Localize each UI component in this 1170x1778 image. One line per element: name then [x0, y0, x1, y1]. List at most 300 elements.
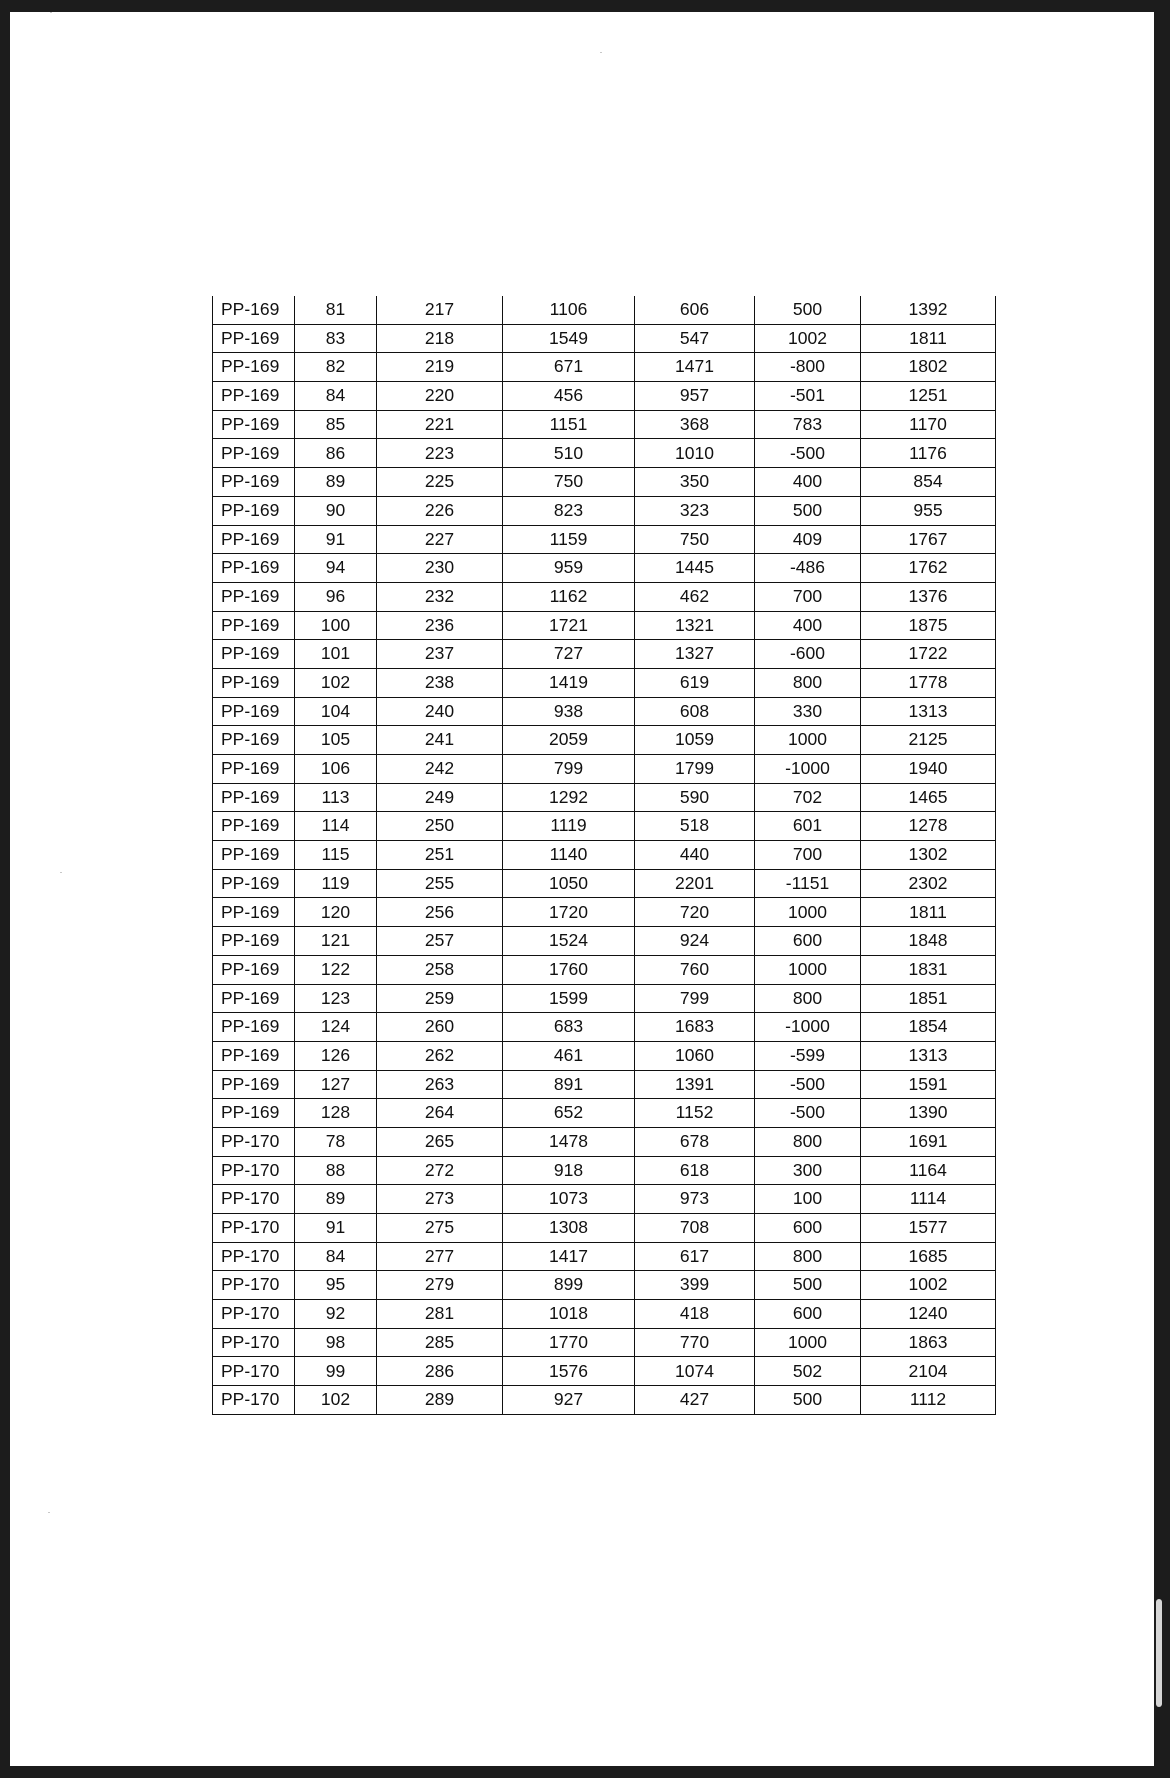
table-cell: 260 — [377, 1013, 503, 1042]
table-row — [213, 783, 996, 812]
table-cell: 1376 — [861, 582, 996, 611]
table-cell: 84 — [295, 1242, 377, 1271]
scan-speck — [48, 1512, 50, 1513]
table-cell: 1159 — [503, 525, 635, 554]
table-cell: 510 — [503, 439, 635, 468]
table-cell: 1308 — [503, 1214, 635, 1243]
table-row — [213, 382, 996, 411]
table-cell: 242 — [377, 755, 503, 784]
table-cell: 1799 — [635, 755, 755, 784]
table-cell: 330 — [755, 697, 861, 726]
table-cell: 750 — [635, 525, 755, 554]
table-cell: 95 — [295, 1271, 377, 1300]
table-row — [213, 1013, 996, 1042]
table-cell: 1251 — [861, 382, 996, 411]
table-cell: 727 — [503, 640, 635, 669]
table-cell: 114 — [295, 812, 377, 841]
table-cell: 285 — [377, 1328, 503, 1357]
table-row — [213, 611, 996, 640]
table-cell: 99 — [295, 1357, 377, 1386]
table-row — [213, 496, 996, 525]
table-row — [213, 898, 996, 927]
table-cell: PP-169 — [213, 554, 295, 583]
table-cell: 1722 — [861, 640, 996, 669]
table-body — [213, 296, 996, 1414]
table-cell: -500 — [755, 1099, 861, 1128]
table-cell: 418 — [635, 1300, 755, 1329]
table-cell: -800 — [755, 353, 861, 382]
table-cell: 113 — [295, 783, 377, 812]
table-cell: 1119 — [503, 812, 635, 841]
table-cell: 1465 — [861, 783, 996, 812]
table-cell: 1848 — [861, 927, 996, 956]
table-cell: 799 — [635, 984, 755, 1013]
table-cell: 750 — [503, 468, 635, 497]
table-cell: 100 — [755, 1185, 861, 1214]
scrollbar-thumb[interactable] — [1156, 1599, 1162, 1707]
table-cell: 440 — [635, 841, 755, 870]
table-cell: 800 — [755, 984, 861, 1013]
table-cell: 1851 — [861, 984, 996, 1013]
table-cell: 226 — [377, 496, 503, 525]
table-cell: 81 — [295, 296, 377, 324]
table-cell: 289 — [377, 1386, 503, 1415]
table-cell: PP-169 — [213, 1013, 295, 1042]
table-cell: 88 — [295, 1156, 377, 1185]
table-cell: 671 — [503, 353, 635, 382]
table-cell: 1391 — [635, 1070, 755, 1099]
table-row — [213, 841, 996, 870]
table-cell: PP-169 — [213, 324, 295, 353]
table-cell: 275 — [377, 1214, 503, 1243]
table-cell: 121 — [295, 927, 377, 956]
table-cell: -501 — [755, 382, 861, 411]
table-cell: 924 — [635, 927, 755, 956]
table-cell: 273 — [377, 1185, 503, 1214]
table-cell: 1685 — [861, 1242, 996, 1271]
table-row — [213, 1070, 996, 1099]
table-cell: 618 — [635, 1156, 755, 1185]
table-cell: 1767 — [861, 525, 996, 554]
table-cell: 101 — [295, 640, 377, 669]
table-cell: 1000 — [755, 1328, 861, 1357]
table-cell: PP-169 — [213, 410, 295, 439]
table-cell: 119 — [295, 869, 377, 898]
table-cell: 2125 — [861, 726, 996, 755]
table-cell: PP-169 — [213, 439, 295, 468]
table-cell: 652 — [503, 1099, 635, 1128]
scan-speck — [50, 12, 52, 13]
table-cell: 1074 — [635, 1357, 755, 1386]
table-cell: 106 — [295, 755, 377, 784]
table-cell: 350 — [635, 468, 755, 497]
table-cell: 973 — [635, 1185, 755, 1214]
table-cell: 720 — [635, 898, 755, 927]
table-cell: 899 — [503, 1271, 635, 1300]
table-cell: 427 — [635, 1386, 755, 1415]
table-cell: 1811 — [861, 898, 996, 927]
table-cell: 100 — [295, 611, 377, 640]
table-cell: 1060 — [635, 1041, 755, 1070]
table-cell: 281 — [377, 1300, 503, 1329]
table-cell: 94 — [295, 554, 377, 583]
table-cell: 86 — [295, 439, 377, 468]
table-row — [213, 1271, 996, 1300]
table-cell: 770 — [635, 1328, 755, 1357]
table-cell: 1112 — [861, 1386, 996, 1415]
table-cell: 1152 — [635, 1099, 755, 1128]
table-cell: 223 — [377, 439, 503, 468]
table-cell: 702 — [755, 783, 861, 812]
table-cell: 220 — [377, 382, 503, 411]
table-cell: 462 — [635, 582, 755, 611]
scan-speck — [600, 52, 602, 53]
table-cell: 1445 — [635, 554, 755, 583]
table-cell: 122 — [295, 955, 377, 984]
table-cell: 1073 — [503, 1185, 635, 1214]
table-cell: PP-170 — [213, 1156, 295, 1185]
table-row — [213, 1328, 996, 1357]
table-cell: 590 — [635, 783, 755, 812]
table-cell: 823 — [503, 496, 635, 525]
table-cell: 238 — [377, 668, 503, 697]
table-cell: PP-169 — [213, 525, 295, 554]
table-cell: 227 — [377, 525, 503, 554]
table-row — [213, 1185, 996, 1214]
table-cell: 102 — [295, 1386, 377, 1415]
table-cell: 1770 — [503, 1328, 635, 1357]
table-cell: 1140 — [503, 841, 635, 870]
table-cell: PP-170 — [213, 1271, 295, 1300]
table-cell: 1164 — [861, 1156, 996, 1185]
table-cell: 800 — [755, 1242, 861, 1271]
table-cell: 601 — [755, 812, 861, 841]
table-cell: 84 — [295, 382, 377, 411]
table-cell: PP-169 — [213, 640, 295, 669]
table-cell: 760 — [635, 955, 755, 984]
table-cell: PP-169 — [213, 382, 295, 411]
table-row — [213, 582, 996, 611]
scanned-page — [10, 12, 1154, 1766]
table-row — [213, 697, 996, 726]
table-cell: 1106 — [503, 296, 635, 324]
table-cell: 500 — [755, 296, 861, 324]
table-cell: 1720 — [503, 898, 635, 927]
table-cell: 96 — [295, 582, 377, 611]
table-cell: 1419 — [503, 668, 635, 697]
table-row — [213, 1386, 996, 1415]
table-cell: 799 — [503, 755, 635, 784]
table-cell: 617 — [635, 1242, 755, 1271]
table-cell: 500 — [755, 1386, 861, 1415]
table-cell: PP-169 — [213, 783, 295, 812]
table-cell: 123 — [295, 984, 377, 1013]
table-cell: 502 — [755, 1357, 861, 1386]
table-cell: 251 — [377, 841, 503, 870]
table-cell: 127 — [295, 1070, 377, 1099]
table-row — [213, 1127, 996, 1156]
table-cell: 518 — [635, 812, 755, 841]
table-cell: 1313 — [861, 697, 996, 726]
table-cell: 409 — [755, 525, 861, 554]
table-cell: PP-170 — [213, 1328, 295, 1357]
table-cell: -1151 — [755, 869, 861, 898]
table-cell: -1000 — [755, 755, 861, 784]
table-cell: 1591 — [861, 1070, 996, 1099]
table-cell: 1576 — [503, 1357, 635, 1386]
table-cell: 323 — [635, 496, 755, 525]
table-cell: PP-170 — [213, 1185, 295, 1214]
table-cell: 1050 — [503, 869, 635, 898]
table-cell: 1313 — [861, 1041, 996, 1070]
table-row — [213, 1041, 996, 1070]
table-cell: PP-169 — [213, 869, 295, 898]
table-cell: 225 — [377, 468, 503, 497]
table-cell: 1278 — [861, 812, 996, 841]
table-row — [213, 726, 996, 755]
table-cell: 264 — [377, 1099, 503, 1128]
table-cell: 1002 — [861, 1271, 996, 1300]
table-cell: 1151 — [503, 410, 635, 439]
table-cell: 128 — [295, 1099, 377, 1128]
table-cell: 257 — [377, 927, 503, 956]
scan-speck — [60, 872, 62, 873]
table-cell: 272 — [377, 1156, 503, 1185]
table-cell: 1327 — [635, 640, 755, 669]
table-cell: 1940 — [861, 755, 996, 784]
table-cell: 104 — [295, 697, 377, 726]
table-cell: 218 — [377, 324, 503, 353]
table-cell: 230 — [377, 554, 503, 583]
table-cell: PP-169 — [213, 812, 295, 841]
table-cell: 92 — [295, 1300, 377, 1329]
table-cell: -1000 — [755, 1013, 861, 1042]
table-row — [213, 668, 996, 697]
table-cell: 1114 — [861, 1185, 996, 1214]
table-cell: 279 — [377, 1271, 503, 1300]
table-cell: 1002 — [755, 324, 861, 353]
table-cell: 78 — [295, 1127, 377, 1156]
table-cell: 236 — [377, 611, 503, 640]
table-cell: 700 — [755, 841, 861, 870]
table-row — [213, 955, 996, 984]
table-row — [213, 812, 996, 841]
table-row — [213, 554, 996, 583]
table-cell: 240 — [377, 697, 503, 726]
table-cell: 891 — [503, 1070, 635, 1099]
table-cell: PP-169 — [213, 755, 295, 784]
table-cell: PP-169 — [213, 582, 295, 611]
table-cell: 1292 — [503, 783, 635, 812]
table-cell: 277 — [377, 1242, 503, 1271]
table-cell: 1760 — [503, 955, 635, 984]
table-cell: 1691 — [861, 1127, 996, 1156]
table-cell: PP-169 — [213, 1041, 295, 1070]
table-cell: 927 — [503, 1386, 635, 1415]
table-cell: -500 — [755, 439, 861, 468]
table-cell: PP-169 — [213, 955, 295, 984]
table-cell: 89 — [295, 1185, 377, 1214]
table-cell: 89 — [295, 468, 377, 497]
table-cell: 2059 — [503, 726, 635, 755]
table-cell: 608 — [635, 697, 755, 726]
table-cell: 1321 — [635, 611, 755, 640]
table-row — [213, 755, 996, 784]
table-cell: 1577 — [861, 1214, 996, 1243]
table-row — [213, 1099, 996, 1128]
table-cell: 959 — [503, 554, 635, 583]
table-cell: 219 — [377, 353, 503, 382]
table-cell: PP-169 — [213, 468, 295, 497]
table-cell: 262 — [377, 1041, 503, 1070]
table-cell: 1010 — [635, 439, 755, 468]
table-cell: 286 — [377, 1357, 503, 1386]
table-cell: 1762 — [861, 554, 996, 583]
table-cell: 957 — [635, 382, 755, 411]
table-cell: PP-169 — [213, 984, 295, 1013]
table-cell: PP-169 — [213, 668, 295, 697]
table-cell: 258 — [377, 955, 503, 984]
table-cell: 241 — [377, 726, 503, 755]
table-row — [213, 353, 996, 382]
table-cell: -599 — [755, 1041, 861, 1070]
table-cell: 126 — [295, 1041, 377, 1070]
table-cell: 82 — [295, 353, 377, 382]
table-cell: 708 — [635, 1214, 755, 1243]
table-cell: 1417 — [503, 1242, 635, 1271]
table-cell: 700 — [755, 582, 861, 611]
table-cell: 1390 — [861, 1099, 996, 1128]
table-cell: PP-169 — [213, 296, 295, 324]
table-row — [213, 1214, 996, 1243]
table-cell: 1240 — [861, 1300, 996, 1329]
table-row — [213, 640, 996, 669]
table-cell: 1599 — [503, 984, 635, 1013]
table-cell: 1471 — [635, 353, 755, 382]
table-cell: 98 — [295, 1328, 377, 1357]
table-cell: 91 — [295, 525, 377, 554]
table-cell: PP-170 — [213, 1300, 295, 1329]
table-cell: PP-169 — [213, 697, 295, 726]
table-cell: PP-169 — [213, 496, 295, 525]
table-cell: 91 — [295, 1214, 377, 1243]
table-row — [213, 410, 996, 439]
data-table — [212, 296, 996, 1415]
table-row — [213, 1156, 996, 1185]
table-cell: 1811 — [861, 324, 996, 353]
table-row — [213, 869, 996, 898]
table-cell: 1721 — [503, 611, 635, 640]
table-cell: PP-169 — [213, 611, 295, 640]
table-cell: 683 — [503, 1013, 635, 1042]
table-row — [213, 1242, 996, 1271]
table-cell: 600 — [755, 1214, 861, 1243]
table-cell: 1854 — [861, 1013, 996, 1042]
table-cell: 1000 — [755, 726, 861, 755]
table-cell: 255 — [377, 869, 503, 898]
table-cell: 1831 — [861, 955, 996, 984]
table-cell: 600 — [755, 1300, 861, 1329]
table-cell: 368 — [635, 410, 755, 439]
table-cell: 232 — [377, 582, 503, 611]
table-cell: PP-169 — [213, 1070, 295, 1099]
table-cell: 1176 — [861, 439, 996, 468]
table-cell: 955 — [861, 496, 996, 525]
table-cell: 1549 — [503, 324, 635, 353]
table-cell: PP-169 — [213, 841, 295, 870]
table-cell: 259 — [377, 984, 503, 1013]
table-cell: 1683 — [635, 1013, 755, 1042]
table-cell: 2104 — [861, 1357, 996, 1386]
table-row — [213, 927, 996, 956]
table-cell: 300 — [755, 1156, 861, 1185]
table-cell: 250 — [377, 812, 503, 841]
table-cell: 783 — [755, 410, 861, 439]
table-cell: 120 — [295, 898, 377, 927]
table-cell: 1170 — [861, 410, 996, 439]
table-cell: PP-170 — [213, 1127, 295, 1156]
table-row — [213, 1300, 996, 1329]
table-cell: 2201 — [635, 869, 755, 898]
table-cell: -500 — [755, 1070, 861, 1099]
table-cell: 619 — [635, 668, 755, 697]
table-cell: 124 — [295, 1013, 377, 1042]
table-row — [213, 324, 996, 353]
table-cell: 105 — [295, 726, 377, 755]
table-cell: 461 — [503, 1041, 635, 1070]
table-cell: 500 — [755, 496, 861, 525]
table-cell: 1162 — [503, 582, 635, 611]
table-cell: PP-169 — [213, 726, 295, 755]
table-cell: 1875 — [861, 611, 996, 640]
table-cell: 265 — [377, 1127, 503, 1156]
table-cell: 547 — [635, 324, 755, 353]
table-cell: 1524 — [503, 927, 635, 956]
table-cell: PP-169 — [213, 353, 295, 382]
table-cell: 918 — [503, 1156, 635, 1185]
table-cell: 1478 — [503, 1127, 635, 1156]
table-cell: 1392 — [861, 296, 996, 324]
table-cell: 1302 — [861, 841, 996, 870]
table-cell: 800 — [755, 668, 861, 697]
table-cell: 938 — [503, 697, 635, 726]
table-row — [213, 525, 996, 554]
table-cell: 249 — [377, 783, 503, 812]
table-cell: 115 — [295, 841, 377, 870]
table-cell: -600 — [755, 640, 861, 669]
table-cell: -486 — [755, 554, 861, 583]
table-cell: 217 — [377, 296, 503, 324]
table-cell: 600 — [755, 927, 861, 956]
table-cell: 221 — [377, 410, 503, 439]
table-cell: 606 — [635, 296, 755, 324]
table-cell: PP-170 — [213, 1214, 295, 1243]
table-cell: 90 — [295, 496, 377, 525]
table-cell: 800 — [755, 1127, 861, 1156]
table-cell: PP-170 — [213, 1357, 295, 1386]
table-cell: 399 — [635, 1271, 755, 1300]
table-cell: 1000 — [755, 898, 861, 927]
table-cell: PP-169 — [213, 1099, 295, 1128]
table-cell: 678 — [635, 1127, 755, 1156]
table-cell: 456 — [503, 382, 635, 411]
table-cell: 256 — [377, 898, 503, 927]
table-cell: 400 — [755, 468, 861, 497]
table-row — [213, 439, 996, 468]
table-cell: 85 — [295, 410, 377, 439]
table-cell: 854 — [861, 468, 996, 497]
table-cell: 237 — [377, 640, 503, 669]
